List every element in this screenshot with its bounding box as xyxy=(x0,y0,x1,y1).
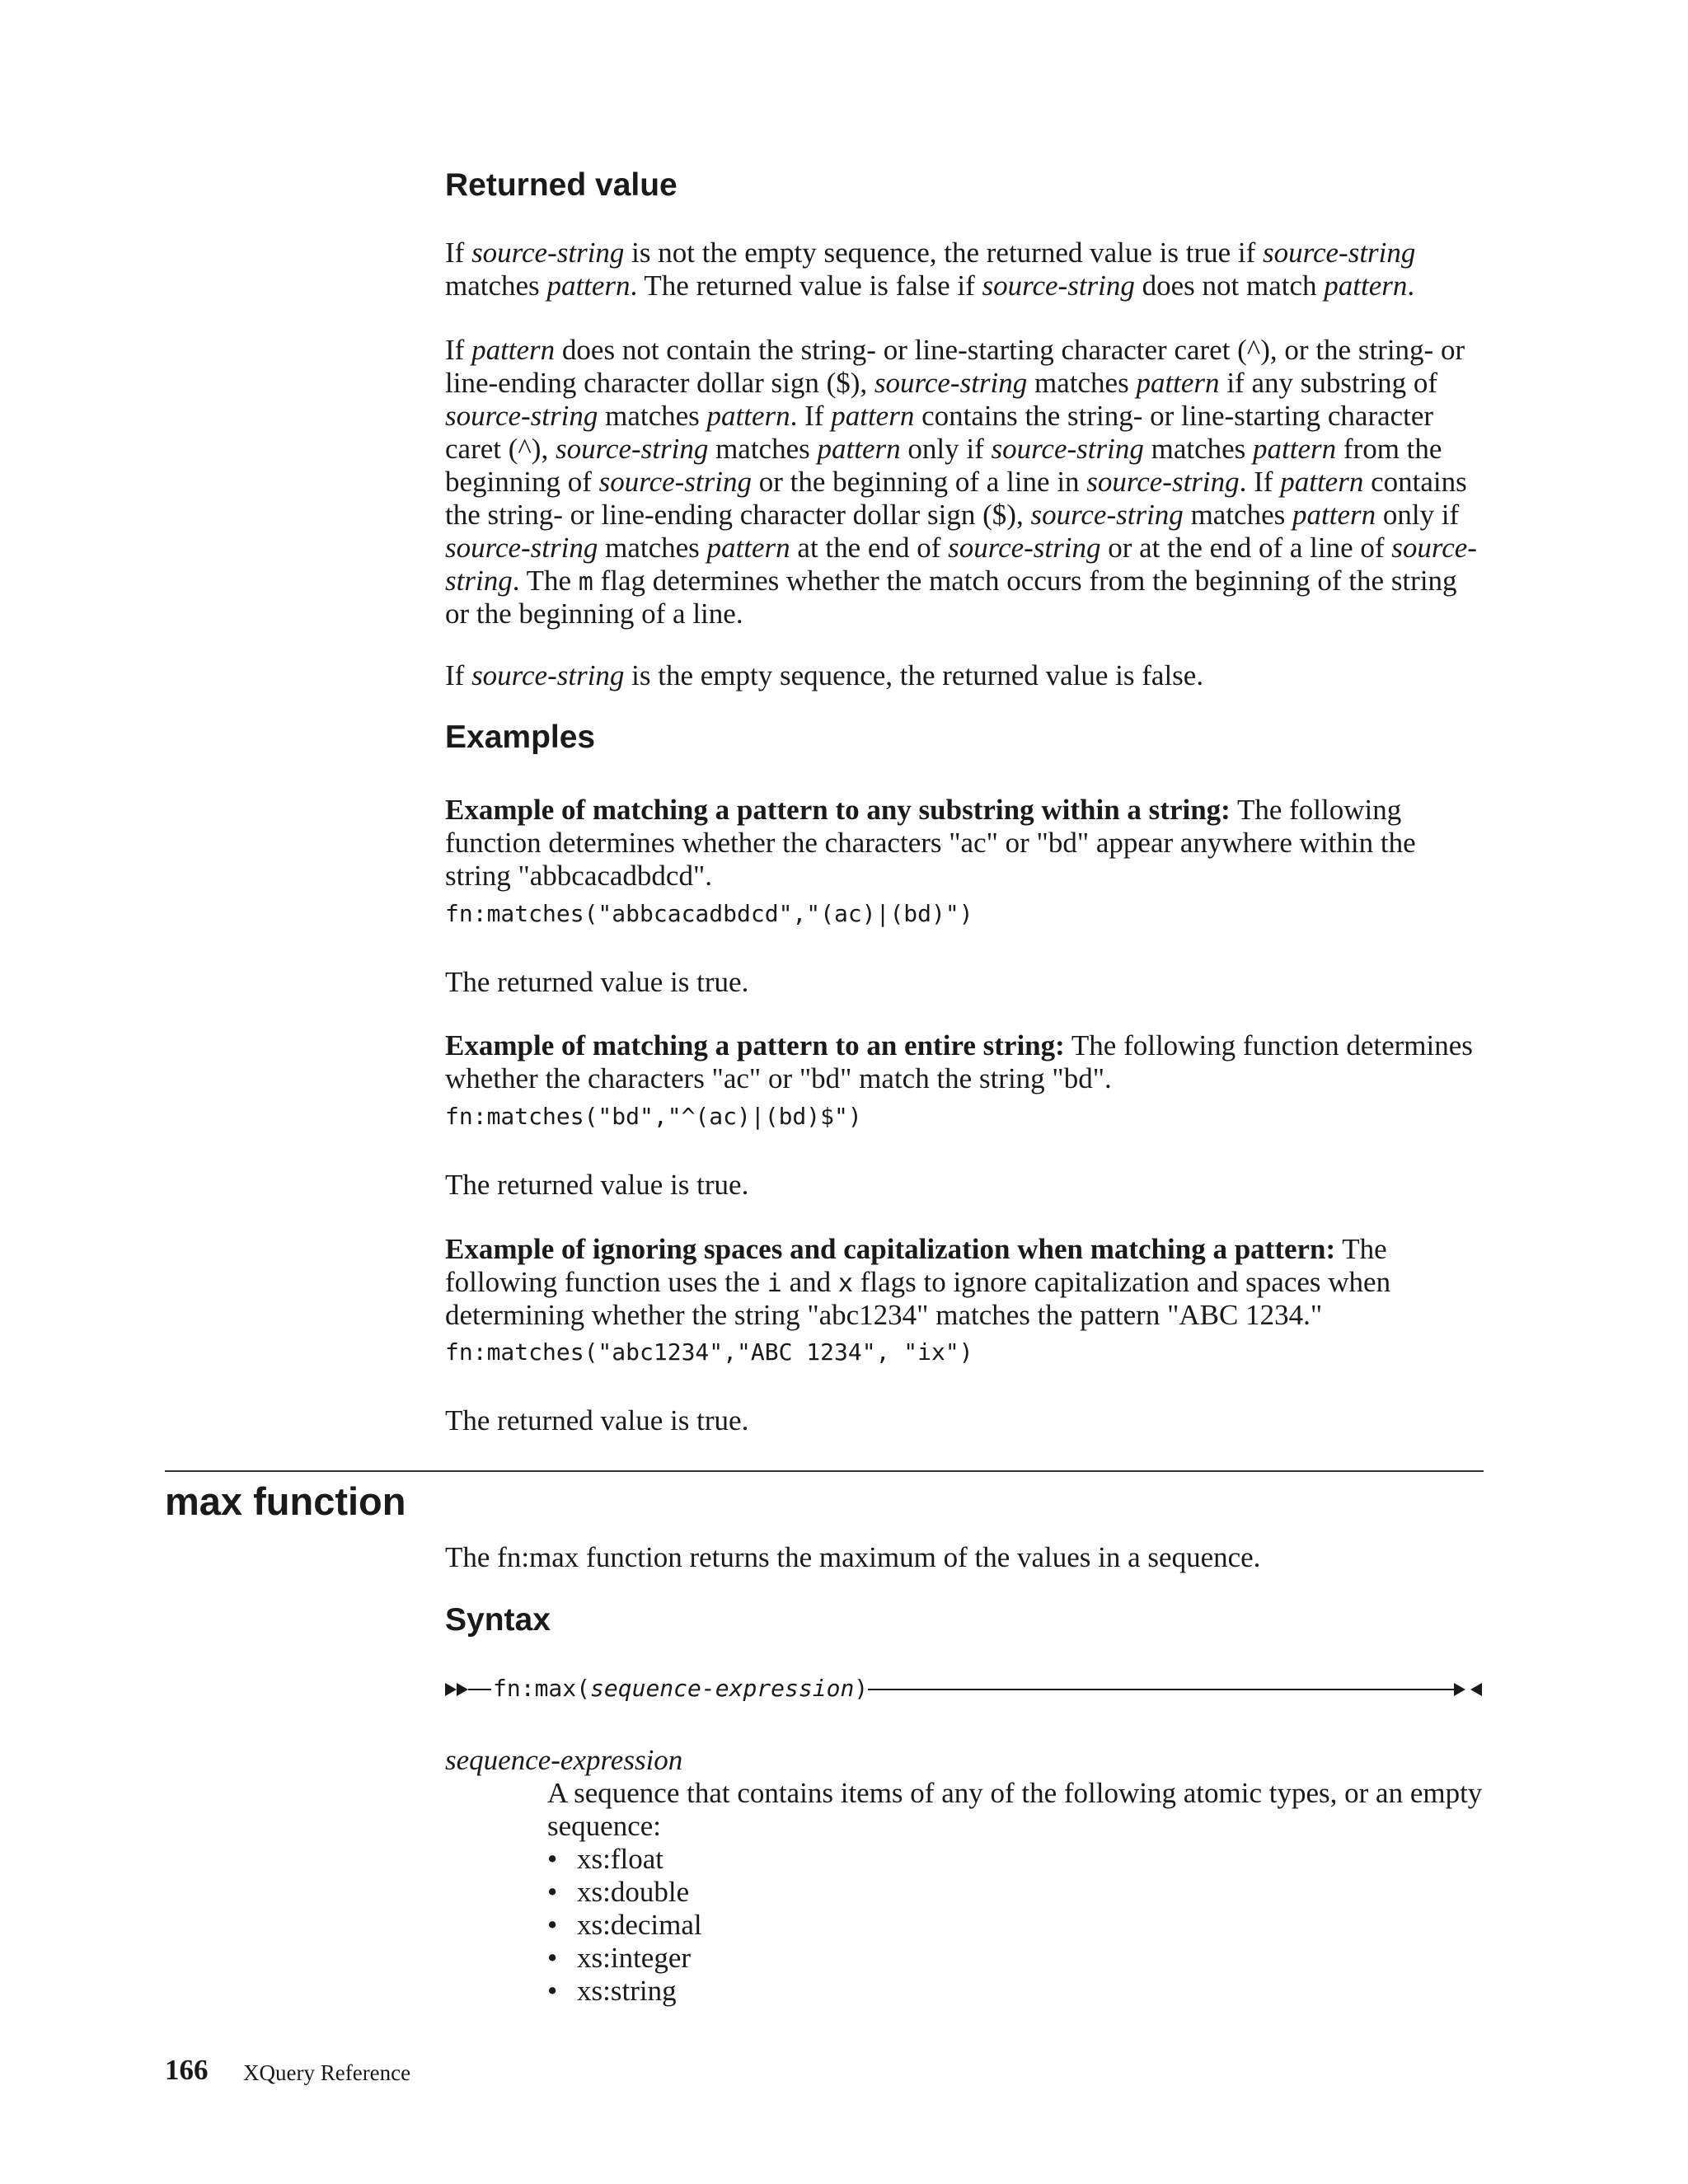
max-function-heading: max function xyxy=(165,1479,406,1523)
text-run: matches xyxy=(1027,367,1137,399)
syntax-diagram xyxy=(445,1673,1484,1706)
emphasized-term: pattern xyxy=(1324,269,1408,302)
example-1-result: The returned value is true. xyxy=(445,966,749,998)
text-run: matches xyxy=(1143,433,1254,465)
text-run: matches xyxy=(445,269,547,302)
example-3-code: fn:matches("abc1234","ABC 1234", "ix") xyxy=(445,1338,973,1366)
type-list-item: • xs:float xyxy=(547,1843,1484,1876)
examples-heading: Examples xyxy=(445,719,596,755)
max-function-intro: The fn:max function returns the maximum of the values in a sequence. xyxy=(445,1541,1261,1573)
text-run: contains the string- or line-ending character dollar sign ($), xyxy=(445,466,1467,531)
emphasized-term: pattern xyxy=(817,433,901,465)
text-run: is the empty sequence, the returned value is false. xyxy=(624,659,1204,691)
example-2-lead: Example of matching a pattern to an entire string: xyxy=(445,1029,1065,1062)
param-description xyxy=(547,1777,1484,2008)
text-run: from the beginning of xyxy=(445,433,1442,498)
emphasized-term: source-string xyxy=(991,433,1144,465)
syntax-close: ) xyxy=(854,1675,869,1702)
flag-x: x xyxy=(837,1269,853,1298)
emphasized-term: source-string xyxy=(1030,499,1184,531)
text-run: If xyxy=(445,659,472,691)
flag-i: i xyxy=(767,1269,782,1298)
text-run: if any substring of xyxy=(1219,367,1437,399)
text-run: matches xyxy=(598,400,707,432)
syntax-arg: sequence-expression xyxy=(590,1675,855,1702)
text-run: flag determines whether the match occurs from the beginning of the string or the beginning of a line. xyxy=(445,565,1457,630)
rich-para xyxy=(445,237,1484,302)
type-list-item: • xs:double xyxy=(547,1876,1484,1909)
emphasized-term: pattern xyxy=(1292,499,1376,531)
syntax-start-arrow-2 xyxy=(457,1683,468,1696)
emphasized-term: source-string xyxy=(471,237,625,269)
example-3-result: The returned value is true. xyxy=(445,1404,749,1436)
emphasized-term: source-string xyxy=(598,466,752,498)
emphasized-term: pattern xyxy=(471,334,556,366)
emphasized-term: source-string xyxy=(1263,237,1416,269)
example-1-lead: Example of matching a pattern to any substring within a string: xyxy=(445,794,1231,826)
text-run: matches xyxy=(598,532,707,564)
example-2-result: The returned value is true. xyxy=(445,1169,749,1201)
emphasized-term: pattern xyxy=(1280,466,1364,498)
example-3-text-a: The following function uses the xyxy=(445,1233,1387,1298)
emphasized-term: source-string xyxy=(471,659,625,691)
returned-value-section xyxy=(445,166,1484,204)
text-run: . If xyxy=(790,400,832,432)
returned-value-para-2 xyxy=(445,334,1484,630)
emphasized-term: source-string xyxy=(445,532,598,564)
text-run: contains the string- or line-starting character caret (^), xyxy=(445,400,1434,465)
syntax-fn: fn:max( xyxy=(493,1675,591,1702)
example-1-description xyxy=(445,794,1484,893)
param-name-text: sequence-expression xyxy=(445,1744,683,1776)
syntax-section xyxy=(445,1601,1484,1639)
example-3-text-c: flags to ignore capitalization and spaces when determining whether the string "abc1234" matches the pattern "ABC 1234." xyxy=(445,1266,1391,1331)
text-run: does not contain the string- or line-starting character caret (^), or the string- or line-ending character dollar sign ($), xyxy=(445,334,1465,399)
emphasized-term: source-string xyxy=(948,532,1101,564)
example-3-lead: Example of ignoring spaces and capitalization when matching a pattern: xyxy=(445,1233,1336,1265)
text-run: . If xyxy=(1239,466,1281,498)
text-run: If xyxy=(445,237,472,269)
emphasized-term: source-string xyxy=(874,367,1028,399)
text-run: matches xyxy=(1183,499,1292,531)
text-run: at the end of xyxy=(790,532,949,564)
emphasized-term: pattern xyxy=(831,400,915,432)
type-list xyxy=(547,1843,1484,2008)
emphasized-term: pattern xyxy=(1253,433,1337,465)
emphasized-term: source-string xyxy=(1086,466,1240,498)
syntax-expression xyxy=(493,1675,868,1703)
page-number: 166 xyxy=(165,2054,209,2086)
text-run: or at the end of a line of xyxy=(1100,532,1392,564)
text-run: . The returned value is false if xyxy=(630,269,982,302)
emphasized-term: pattern xyxy=(546,269,631,302)
type-list-item: • xs:string xyxy=(547,1975,1484,2008)
syntax-start-arrow-1 xyxy=(445,1683,457,1696)
example-2-description xyxy=(445,1029,1484,1095)
text-run: matches xyxy=(708,433,818,465)
example-1-text: The following function determines whether the characters "ac" or "bd" appear anywhere within the string "abbcacadbdcd". xyxy=(445,794,1416,892)
text-run: does not match xyxy=(1134,269,1325,302)
example-2-code: fn:matches("bd","^(ac)|(bd)$") xyxy=(445,1103,862,1130)
rich-para xyxy=(445,659,1484,692)
text-run: only if xyxy=(900,433,992,465)
syntax-end-arrow xyxy=(1454,1683,1465,1696)
text-run: is not the empty sequence, the returned value is true if xyxy=(624,237,1264,269)
emphasized-term: pattern xyxy=(706,400,790,432)
emphasized-term: source-string xyxy=(445,532,1477,597)
emphasized-term: source-string xyxy=(982,269,1135,302)
rich-para xyxy=(445,334,1484,630)
emphasized-term: source-string xyxy=(445,400,598,432)
text-run: . xyxy=(1407,269,1415,302)
text-run: . The xyxy=(512,565,579,597)
syntax-heading: Syntax xyxy=(445,1602,551,1638)
examples-section xyxy=(445,719,1484,757)
text-run: or the beginning of a line in xyxy=(752,466,1087,498)
param-name xyxy=(445,1744,1484,1777)
type-list-item: • xs:integer xyxy=(547,1942,1484,1975)
example-3-description xyxy=(445,1233,1484,1332)
emphasized-term: pattern xyxy=(1136,367,1220,399)
syntax-end-arrow-back xyxy=(1470,1683,1482,1696)
section-divider xyxy=(165,1470,1484,1472)
emphasized-term: source-string xyxy=(555,433,709,465)
param-desc-text: A sequence that contains items of any of the following atomic types, or an empty sequence: xyxy=(547,1777,1483,1842)
flag-m: m xyxy=(578,568,593,597)
text-run: only if xyxy=(1376,499,1460,531)
emphasized-term: pattern xyxy=(706,532,790,564)
example-1-code: fn:matches("abbcacadbdcd","(ac)|(bd)") xyxy=(445,900,973,927)
text-run: If xyxy=(445,334,472,366)
returned-value-para-1 xyxy=(445,237,1484,302)
example-3-text-b: and xyxy=(781,1266,838,1298)
example-2-text: The following function determines whether the characters "ac" or "bd" match the string "bd". xyxy=(445,1029,1473,1094)
type-list-item: • xs:decimal xyxy=(547,1909,1484,1942)
returned-value-heading: Returned value xyxy=(445,167,678,203)
book-title: XQuery Reference xyxy=(243,2060,411,2085)
returned-value-para-3 xyxy=(445,659,1484,692)
